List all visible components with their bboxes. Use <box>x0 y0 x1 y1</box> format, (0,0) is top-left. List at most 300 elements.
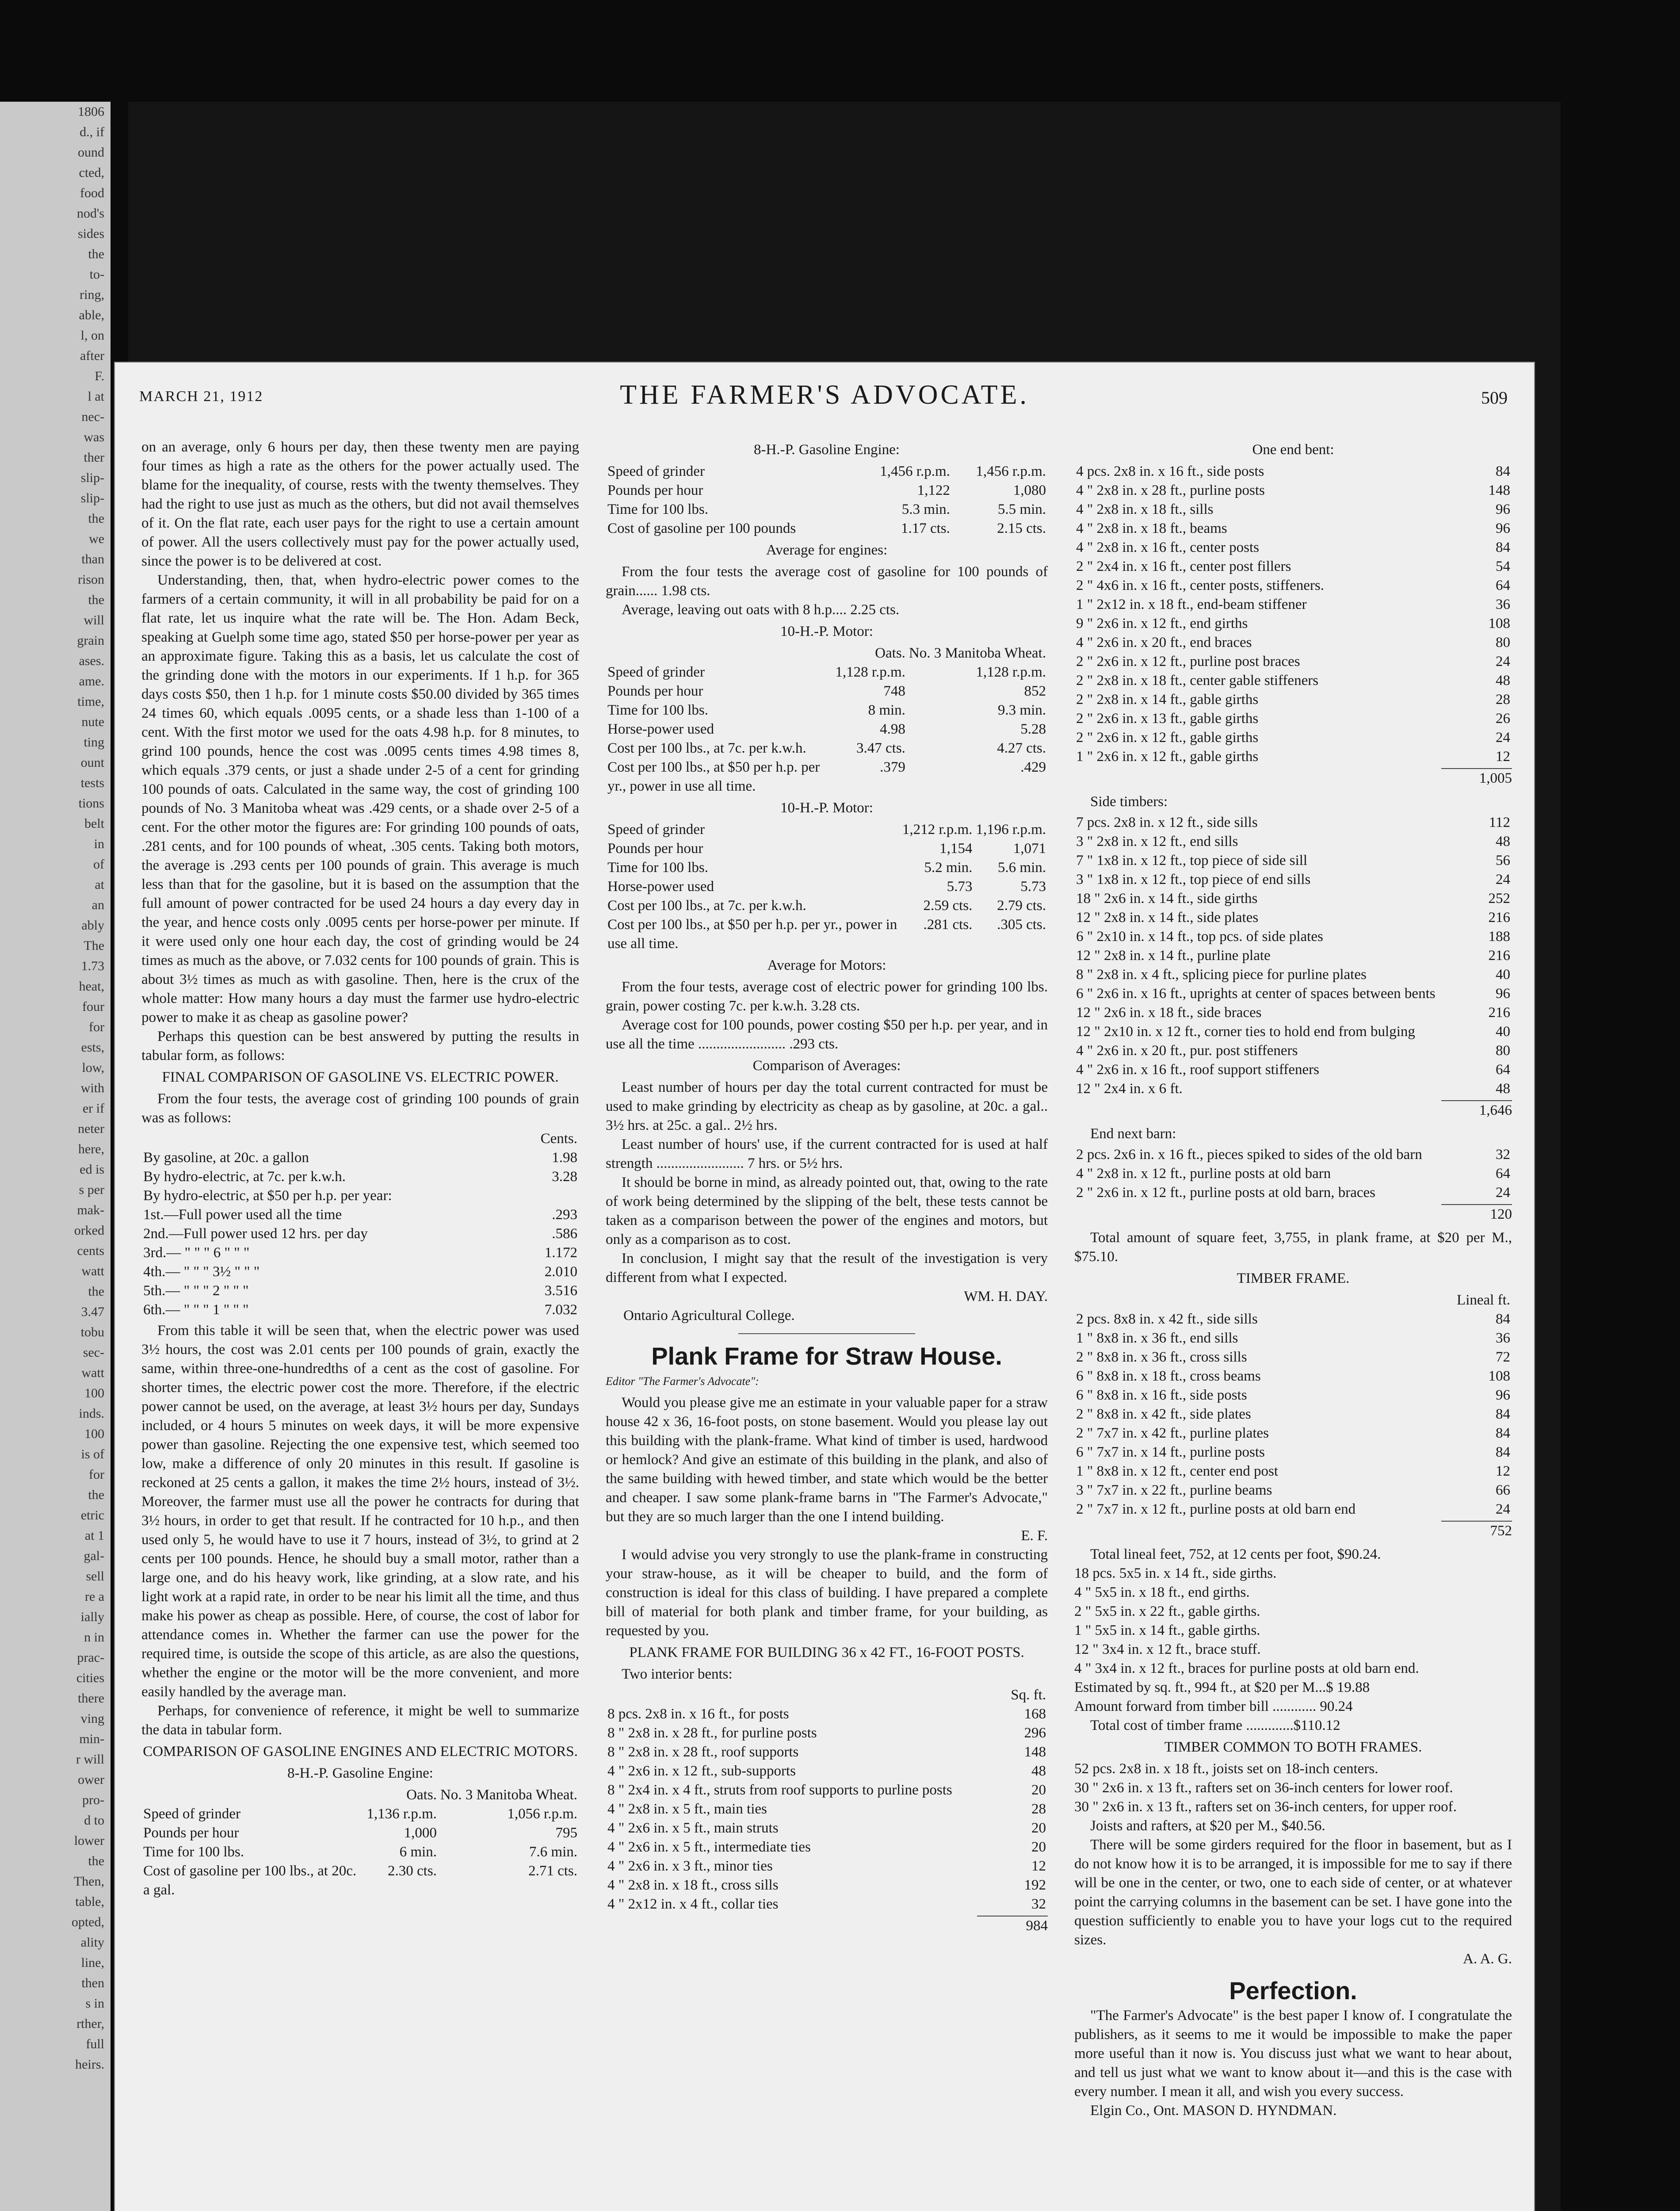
row-label: 2nd.—Full power used 12 hrs. per day <box>143 1226 368 1242</box>
row-value: 296 <box>1024 1725 1046 1741</box>
table-row <box>606 1743 1048 1762</box>
row-value: 3.28 <box>552 1169 577 1185</box>
row-value: 108 <box>1488 1368 1510 1384</box>
article-paragraph: There will be some girders required for the floor in basement, but as I do not know how it is to be arranged, it is impossible for me to say if there will be one in the center, or two, one to each side of center, or at whatever point the carrying columns in the basement can be set. I have gone into the question sufficiently to enable you to have your logs cut to the required sizes. <box>1074 1837 1512 1948</box>
row-label: Horse-power used <box>607 879 714 895</box>
neighbor-text-fragment: ably <box>81 918 104 933</box>
row-label: 4th.— " " " 3½ " " " <box>143 1264 260 1280</box>
column-header: Oats. <box>406 1787 437 1803</box>
row-label: 2 pcs. 2x6 in. x 16 ft., pieces spiked to sides of the old barn <box>1076 1147 1422 1163</box>
table-row <box>141 1843 579 1862</box>
article-paragraph: It should be borne in mind, as already pointed out, that, owing to the rate of work being determined by the slipping of the belt, these tests cannot be taken as a comparison between the power of the engines and motors, but only as a comparison as to cost. <box>606 1174 1048 1247</box>
neighbor-text-fragment: for <box>89 1467 104 1482</box>
neighbor-text-fragment: 1.73 <box>81 959 104 973</box>
row-label: 2 " 7x7 in. x 12 ft., purline posts at old barn end <box>1076 1501 1356 1517</box>
editor-line: Editor "The Farmer's Advocate": <box>606 1375 759 1388</box>
neighbor-text-fragment: after <box>80 348 104 363</box>
row-label: By hydro-electric, at $50 per h.p. per year: <box>143 1188 392 1204</box>
row-label: 2 " 2x4 in. x 16 ft., center post fillers <box>1076 558 1291 574</box>
row-value: 1.172 <box>544 1245 577 1261</box>
table-row <box>141 1224 579 1243</box>
neighbor-text-fragment: sides <box>78 226 104 241</box>
table-row <box>141 1862 579 1900</box>
neighbor-text-fragment: The <box>84 938 104 953</box>
wheat-value: 5.5 min. <box>997 501 1046 517</box>
neighbor-text-fragment: ound <box>78 145 104 160</box>
article-paragraph: Total amount of square feet, 3,755, in plank frame, at $20 per M., $75.10. <box>1074 1230 1512 1265</box>
wheat-value: 1,080 <box>1013 482 1046 498</box>
neighbor-text-fragment: was <box>84 430 104 444</box>
neighbor-text-fragment: tests <box>80 776 104 790</box>
table-row <box>1074 538 1512 557</box>
row-label: Speed of grinder <box>607 822 705 838</box>
oats-value: 2.30 cts. <box>388 1863 437 1879</box>
table-row <box>606 739 1048 758</box>
table-row <box>606 720 1048 739</box>
row-value: 72 <box>1496 1349 1510 1365</box>
table-row <box>1074 1405 1512 1424</box>
table-row <box>606 1724 1048 1743</box>
table-title: 8-H.-P. Gasoline Engine: <box>754 442 900 458</box>
article-paragraph: Perhaps, for convenience of reference, it might be well to summarize the data in tabular form. <box>141 1703 579 1738</box>
row-label: 4 " 2x8 in. x 5 ft., main ties <box>607 1801 767 1817</box>
wheat-value: 1,196 r.p.m. <box>976 822 1046 838</box>
article-paragraph: Average cost for 100 pounds, power costing $50 per h.p. per year, and in use all the time ........................ .293 cts. <box>606 1017 1048 1052</box>
wheat-value: 5.6 min. <box>997 860 1046 876</box>
neighbor-text-fragment: the <box>88 1488 104 1502</box>
neighbor-text-fragment: four <box>82 999 104 1014</box>
neighbor-text-fragment: ther <box>84 450 104 465</box>
row-label: 4 " 2x6 in. x 5 ft., intermediate ties <box>607 1839 811 1855</box>
article-paragraph: on an average, only 6 hours per day, then these twenty men are paying four times as high a rate as the others for the power actually used. The blame for the inequality, of course, rests with the twenty themselves. They had the right to use just as much as the others, but did not avail themselves of it. On the flat rate, each user pays for the right to use a certain amount of power. All the users collectively must pay for the power actually used, since the power is to be delivered at cost. <box>141 439 579 569</box>
row-label: 8 " 2x8 in. x 28 ft., roof supports <box>607 1744 799 1760</box>
timber-total: 752 <box>1441 1521 1512 1541</box>
article-heading: Plank Frame for Straw House. <box>651 1342 1002 1370</box>
table-row <box>606 519 1048 538</box>
neighbor-text-fragment: F. <box>95 369 104 383</box>
row-value: 66 <box>1496 1482 1510 1498</box>
row-label: Cost per 100 lbs., at $50 per h.p. per yr., power in use all time. <box>607 917 897 952</box>
neighbor-text-fragment: s per <box>79 1182 104 1197</box>
side-timbers-table <box>1074 813 1512 1098</box>
article-paragraph: From the four tests, the average cost of grinding 100 pounds of grain was as follows: <box>141 1091 579 1126</box>
oats-value: .379 <box>880 759 905 775</box>
article-heading: Perfection. <box>1229 1977 1357 2004</box>
neighbor-text-fragment: ame. <box>79 674 104 689</box>
row-label: Cost per 100 lbs., at 7c. per k.w.h. <box>607 740 806 756</box>
row-label: Cost of gasoline per 100 lbs., at 20c. a gal. <box>143 1863 357 1898</box>
row-label: Pounds per hour <box>143 1825 239 1841</box>
row-value: 54 <box>1496 558 1510 574</box>
table-row <box>1074 832 1512 851</box>
neighbor-text-fragment: table, <box>75 1894 104 1909</box>
oats-value: 1.17 cts. <box>901 520 950 536</box>
row-label: 12 " 2x8 in. x 14 ft., side plates <box>1076 910 1259 926</box>
table-row <box>606 1838 1048 1857</box>
table-row <box>606 500 1048 519</box>
row-value: .293 <box>552 1207 577 1223</box>
table-row <box>1074 927 1512 946</box>
article-paragraph: Perhaps this question can be best answered by putting the results in tabular form, as follows: <box>141 1029 579 1063</box>
table-row <box>1074 557 1512 576</box>
row-value: 216 <box>1488 948 1510 964</box>
table-row <box>141 1148 579 1167</box>
neighbor-text-fragment: the <box>88 511 104 526</box>
table-row <box>1074 1329 1512 1348</box>
row-label: 7 " 1x8 in. x 12 ft., top piece of side sill <box>1076 853 1308 868</box>
row-value: 32 <box>1496 1147 1510 1163</box>
oats-value: 5.3 min. <box>901 501 950 517</box>
row-label: 1 " 2x12 in. x 18 ft., end-beam stiffener <box>1076 597 1307 612</box>
table-row <box>1074 728 1512 747</box>
row-value: 24 <box>1496 872 1510 887</box>
end-total: 1,005 <box>1441 768 1512 788</box>
timber-frame-table <box>1074 1291 1512 1519</box>
row-value: 96 <box>1496 1387 1510 1403</box>
row-value: .586 <box>552 1226 577 1242</box>
list-item: 18 pcs. 5x5 in. x 14 ft., side girths. <box>1074 1565 1277 1581</box>
wheat-value: .429 <box>1020 759 1046 775</box>
table-row <box>606 915 1048 953</box>
table-row <box>606 481 1048 500</box>
sqft-header: Sq. ft. <box>1011 1687 1046 1703</box>
row-value: 96 <box>1496 986 1510 1002</box>
row-label: 18 " 2x6 in. x 14 ft., side girths <box>1076 891 1258 907</box>
table-row <box>1074 851 1512 870</box>
table-row <box>606 663 1048 682</box>
row-label: 6 " 7x7 in. x 14 ft., purline posts <box>1076 1444 1265 1460</box>
row-label: 4 " 2x6 in. x 20 ft., end braces <box>1076 635 1252 650</box>
next-total: 120 <box>1441 1204 1512 1224</box>
table-row <box>1074 747 1512 766</box>
row-value: 1.98 <box>552 1150 577 1166</box>
neighbor-text-fragment: grain <box>77 633 104 648</box>
section-title: TIMBER COMMON TO BOTH FRAMES. <box>1164 1739 1422 1755</box>
cents-header: Cents. <box>540 1131 577 1147</box>
neighbor-text-fragment: for <box>89 1020 104 1034</box>
row-label: Cost per 100 lbs., at 7c. per k.w.h. <box>607 898 806 914</box>
table-row <box>141 1167 579 1186</box>
table-row <box>606 758 1048 796</box>
table-row <box>1074 1481 1512 1500</box>
row-value: 32 <box>1031 1896 1046 1912</box>
oats-value: 8 min. <box>868 702 905 718</box>
neighbor-text-fragment: ount <box>80 755 104 770</box>
table-row <box>606 1876 1048 1895</box>
table-row <box>1074 1041 1512 1060</box>
row-label: 9 " 2x6 in. x 12 ft., end girths <box>1076 616 1248 631</box>
row-label: 2 " 7x7 in. x 42 ft., purline plates <box>1076 1425 1269 1441</box>
row-label: 12 " 2x6 in. x 18 ft., side braces <box>1076 1005 1262 1021</box>
neighbor-text-fragment: ases. <box>79 654 104 668</box>
oats-value: 1,136 r.p.m. <box>367 1806 437 1822</box>
neighbor-text-fragment: pro- <box>82 1793 104 1807</box>
neighbor-text-fragment: watt <box>81 1366 104 1380</box>
row-value: 252 <box>1488 891 1510 907</box>
table-row <box>1074 1462 1512 1481</box>
row-label: 4 " 2x8 in. x 12 ft., purline posts at old barn <box>1076 1166 1331 1182</box>
row-value: 84 <box>1496 539 1510 555</box>
row-label: 6th.— " " " 1 " " " <box>143 1302 249 1318</box>
subsection-title: Side timbers: <box>1090 794 1168 810</box>
forward-line: Amount forward from timber bill ............ 90.24 <box>1074 1698 1353 1714</box>
row-value <box>519 1186 579 1205</box>
oats-value: 1,456 r.p.m. <box>880 463 950 479</box>
oats-value: 5.2 min. <box>924 860 973 876</box>
misc-list <box>1074 1564 1512 1678</box>
row-value: 24 <box>1496 1185 1510 1201</box>
row-value: 80 <box>1496 635 1510 650</box>
row-value: 216 <box>1488 1005 1510 1021</box>
section-title: FINAL COMPARISON OF GASOLINE VS. ELECTRIC POWER. <box>162 1069 559 1085</box>
table-row <box>606 858 1048 877</box>
neighbor-text-fragment: there <box>78 1691 104 1706</box>
neighbor-text-fragment: cents <box>77 1243 104 1258</box>
letter-signature: E. F. <box>1021 1528 1048 1544</box>
neighbor-text-fragment: is of <box>81 1447 104 1461</box>
table-row <box>141 1281 579 1301</box>
row-label: 12 " 2x10 in. x 12 ft., corner ties to hold end from bulging <box>1076 1024 1415 1040</box>
table-row <box>1074 462 1512 481</box>
wheat-value: 9.3 min. <box>997 702 1046 718</box>
row-value: 20 <box>1031 1839 1046 1855</box>
table-row <box>1074 671 1512 690</box>
row-label: Speed of grinder <box>607 664 705 680</box>
wheat-value: 2.71 cts. <box>528 1863 577 1879</box>
neighbor-text-fragment: min- <box>79 1732 104 1746</box>
neighbor-text-fragment: cities <box>76 1671 104 1685</box>
neighbor-text-fragment: orked <box>74 1223 104 1238</box>
row-label: 4 " 2x6 in. x 3 ft., minor ties <box>607 1858 773 1874</box>
row-label: By hydro-electric, at 7c. per k.w.h. <box>143 1169 346 1185</box>
table-title: 8-H.-P. Gasoline Engine: <box>287 1765 433 1781</box>
article-paragraph: From the four tests, average cost of electric power for grinding 100 lbs. grain, power costing 7c. per k.w.h. 3.28 cts. <box>606 979 1048 1014</box>
neighbor-text-fragment: belt <box>84 816 104 831</box>
neighbor-text-fragment: the <box>88 593 104 607</box>
neighbor-text-fragment: neter <box>78 1121 104 1136</box>
row-value: 56 <box>1496 853 1510 868</box>
wheat-value: 1,128 r.p.m. <box>976 664 1046 680</box>
row-value: 20 <box>1031 1820 1046 1836</box>
row-label: 8 pcs. 2x8 in. x 16 ft., for posts <box>607 1706 789 1722</box>
row-label: 6 " 2x6 in. x 16 ft., uprights at center of spaces between bents <box>1076 986 1436 1002</box>
row-label: Cost per 100 lbs., at $50 per h.p. per yr., power in use all time. <box>607 759 820 794</box>
author-affiliation: Ontario Agricultural College. <box>623 1308 795 1324</box>
row-value: 96 <box>1496 501 1510 517</box>
neighbor-text-fragment: Then, <box>73 1874 104 1889</box>
row-value: 188 <box>1488 929 1510 945</box>
table-row <box>1074 1424 1512 1443</box>
wheat-value: 1,056 r.p.m. <box>507 1806 577 1822</box>
newspaper-page <box>115 363 1534 2211</box>
column-header: No. 3 Manitoba Wheat. <box>909 645 1046 661</box>
divider <box>738 1333 915 1334</box>
table-row <box>606 1705 1048 1724</box>
wheat-value: 7.6 min. <box>529 1844 577 1860</box>
page-header <box>115 379 1534 410</box>
column-2 <box>606 438 1048 1940</box>
neighbor-text-fragment: rison <box>78 572 104 587</box>
oats-value: 6 min. <box>399 1844 437 1860</box>
table-row <box>606 1895 1048 1914</box>
engine2-table <box>606 462 1048 538</box>
table-row <box>1074 519 1512 538</box>
oats-value: 1,128 r.p.m. <box>835 664 905 680</box>
neighbor-text-fragment: ed is <box>80 1162 104 1177</box>
article-paragraph: Joists and rafters, at $20 per M., $40.56. <box>1090 1818 1325 1834</box>
wheat-value: .305 cts. <box>997 917 1046 933</box>
row-label: 7 pcs. 2x8 in. x 12 ft., side sills <box>1076 815 1258 830</box>
neighbor-text-fragment: 100 <box>84 1386 104 1400</box>
table-row <box>141 1243 579 1262</box>
neighbor-text-fragment: s in <box>85 1996 104 2011</box>
row-label: 4 " 2x12 in. x 4 ft., collar ties <box>607 1896 779 1912</box>
row-label: 2 " 8x8 in. x 36 ft., cross sills <box>1076 1349 1247 1365</box>
row-value: 84 <box>1496 1311 1510 1327</box>
table-row <box>606 896 1048 915</box>
lineal-header: Lineal ft. <box>1457 1292 1510 1308</box>
table-row <box>606 1762 1048 1781</box>
article-paragraph: From the four tests the average cost of gasoline for 100 pounds of grain...... 1.98 cts. <box>606 564 1048 599</box>
row-label: 4 " 2x8 in. x 18 ft., cross sills <box>607 1877 779 1893</box>
oats-value: 1,122 <box>917 482 950 498</box>
wheat-value: 852 <box>1024 683 1046 699</box>
neighbor-text-fragment: inds. <box>79 1406 104 1421</box>
row-label: Pounds per hour <box>607 683 703 699</box>
table-row <box>1074 1145 1512 1164</box>
neighbor-text-fragment: cted, <box>79 165 104 180</box>
row-label: Horse-power used <box>607 721 714 737</box>
neighbor-text-fragment: er if <box>82 1101 104 1116</box>
neighbor-text-fragment: d., if <box>80 125 104 139</box>
article-paragraph: Total lineal feet, 752, at 12 cents per foot, $90.24. <box>1090 1546 1381 1562</box>
neighbor-text-fragment: nec- <box>81 409 104 424</box>
row-label: 6 " 8x8 in. x 18 ft., cross beams <box>1076 1368 1261 1384</box>
table-row <box>141 1824 579 1843</box>
table-row <box>606 682 1048 701</box>
row-value: 64 <box>1496 1166 1510 1182</box>
table-row <box>1074 1183 1512 1202</box>
oats-value: 1,212 r.p.m. <box>902 822 973 838</box>
neighbor-page-fragment <box>0 102 111 2211</box>
row-value: 148 <box>1488 482 1510 498</box>
row-value: 36 <box>1496 1330 1510 1346</box>
neighbor-text-fragment: rther, <box>76 2016 104 2031</box>
neighbor-text-fragment: 3.47 <box>81 1304 104 1319</box>
neighbor-text-fragment: tobu <box>80 1325 104 1339</box>
section-title: PLANK FRAME FOR BUILDING 36 x 42 FT., 16-FOOT POSTS. <box>629 1645 1024 1660</box>
table-row <box>141 1186 579 1205</box>
neighbor-text-fragment: we <box>89 532 104 546</box>
motor2-table <box>606 820 1048 953</box>
row-label: 4 " 2x6 in. x 20 ft., pur. post stiffeners <box>1076 1043 1298 1059</box>
neighbor-text-fragment: lower <box>74 1833 104 1848</box>
row-label: Time for 100 lbs. <box>143 1844 244 1860</box>
row-value: 28 <box>1031 1801 1046 1817</box>
row-value: 168 <box>1024 1706 1046 1722</box>
neighbor-text-fragment: low, <box>82 1060 104 1075</box>
neighbor-text-fragment: sec- <box>83 1345 104 1360</box>
list-item: 2 " 5x5 in. x 22 ft., gable girths. <box>1074 1603 1260 1619</box>
row-value: 48 <box>1496 1081 1510 1097</box>
row-value: 12 <box>1496 1463 1510 1479</box>
section-title: COMPARISON OF GASOLINE ENGINES AND ELECTRIC MOTORS. <box>143 1744 578 1760</box>
wheat-value: 1,071 <box>1013 841 1046 857</box>
row-label: 1 " 2x6 in. x 12 ft., gable girths <box>1076 749 1259 765</box>
neighbor-text-fragment: will <box>84 613 104 627</box>
neighbor-text-fragment: with <box>80 1081 104 1095</box>
row-value: 20 <box>1031 1782 1046 1798</box>
row-value: 112 <box>1489 815 1510 830</box>
interior-bents-table <box>606 1686 1048 1914</box>
row-label: 6 " 2x10 in. x 14 ft., top pcs. of side plates <box>1076 929 1323 945</box>
table-row <box>606 839 1048 858</box>
neighbor-text-fragment: then <box>81 1976 104 1990</box>
row-label: 2 " 2x8 in. x 14 ft., gable girths <box>1076 692 1259 708</box>
article-paragraph: I would advise you very strongly to use the plank-frame in constructing your straw-house, as it will be cheaper to build, and the form of construction is ideal for this class of building. I have prepared a complete bill of material for both plank and timber frame, for your building, as requested by you. <box>606 1547 1048 1639</box>
next-barn-table <box>1074 1145 1512 1202</box>
list-item: 30 " 2x6 in. x 13 ft., rafters set on 36-inch centers for lower roof. <box>1074 1780 1453 1796</box>
oats-value: 3.47 cts. <box>856 740 905 756</box>
issue-date: MARCH 21, 1912 <box>139 388 263 405</box>
oats-value: 748 <box>883 683 905 699</box>
neighbor-text-fragment: nod's <box>76 206 104 221</box>
wheat-value: 5.28 <box>1020 721 1046 737</box>
row-value: 84 <box>1496 1444 1510 1460</box>
neighbor-text-fragment: at 1 <box>84 1528 104 1543</box>
table-row <box>1074 813 1512 832</box>
row-label: Time for 100 lbs. <box>607 860 708 876</box>
interior-total: 984 <box>977 1916 1048 1936</box>
row-label: 3rd.— " " " 6 " " " <box>143 1245 250 1261</box>
row-value: 28 <box>1496 692 1510 708</box>
table-row <box>141 1805 579 1824</box>
column-header: No. 3 Manitoba Wheat. <box>440 1787 577 1803</box>
row-value: 148 <box>1024 1744 1046 1760</box>
neighbor-text-fragment: ring, <box>80 287 104 302</box>
page-number: 509 <box>1481 388 1508 408</box>
row-label: 4 " 2x8 in. x 16 ft., center posts <box>1076 539 1259 555</box>
neighbor-text-fragment: time, <box>77 694 104 709</box>
neighbor-text-fragment: line, <box>81 1955 104 1970</box>
row-value: 96 <box>1496 520 1510 536</box>
row-value: 84 <box>1496 463 1510 479</box>
table-row <box>606 877 1048 896</box>
row-label: 2 " 4x6 in. x 16 ft., center posts, stiffeners. <box>1076 578 1324 593</box>
column-header: Oats. <box>875 645 905 661</box>
row-value: 40 <box>1496 967 1510 983</box>
oats-value: 2.59 cts. <box>923 898 973 914</box>
neighbor-text-fragment: re a <box>84 1589 104 1604</box>
row-label: 2 " 2x6 in. x 13 ft., gable girths <box>1076 711 1259 727</box>
row-label: 1st.—Full power used all the time <box>143 1207 342 1223</box>
row-label: 3 " 7x7 in. x 22 ft., purline beams <box>1076 1482 1272 1498</box>
table-row <box>1074 633 1512 652</box>
table-row <box>1074 1079 1512 1098</box>
row-value: 24 <box>1496 1501 1510 1517</box>
table-row <box>1074 1500 1512 1519</box>
row-value: 12 <box>1496 749 1510 765</box>
neighbor-text-fragment: 1806 <box>78 104 104 119</box>
article-paragraph: Understanding, then, that, when hydro-electric power comes to the farmers of a certain community, it will in all probability be paid for on a flat rate, let us inquire what the rate will be. The Hon. Adam Beck, speaking at Guelph some time ago, stated $50 per horse-power per year as an approximate figure. Taking this as a basis, let us calculate the cost of the grinding done with the motors in our experiments. If 1 h.p. for 365 days costs $50, then 1 h.p. for 1 minute costs $50.00 divided by 365 times 24 times 60, which equals .0095 cents, or a shade less than 1-100 of a cent. With the first motor we used for the oats 4.98 h.p. for 8 minutes, to grind 100 pounds, hence the cost was .0095 cents times 4.98 times 8, which equals .379 cents, or just a shade under 2-5 of a cent for grinding 100 pounds of oats. Calculated in the same way, the cost of grinding 100 pounds of No. 3 Manitoba wheat was .429 cents, or a shade over 2-5 of a cent. For the other motor the figures are: For grinding 100 pounds of oats, .281 cents, and for 100 pounds of wheat, .305 cents. Taking both motors, the average is .293 cents per 100 pounds of grain. This average is much less than that for the gasoline, but it is based on the assumption that the full amount of power contracted for be used 24 hours a day every day in the year, and hence costs only .0095 cents per horse-power per minute. If it were used only one hour each day, the cost of grinding would be 24 times as much as the above, or 7.032 cents for 100 pounds of grain. This is about 3½ times as much as with gasoline. Then, here is the crux of the whole matter: How many hours a day must the farmer use hydro-electric power to make it as cheap as gasoline power? <box>141 572 579 1025</box>
row-value: 216 <box>1488 910 1510 926</box>
row-value: 192 <box>1024 1877 1046 1893</box>
article-paragraph: From this table it will be seen that, when the electric power was used 3½ hours, the cost was 2.01 cents per 100 pounds of grain, exactly the same, within three-one-hundredths of a cent as the cost of gasoline. For shorter times, the electric power cost the more. Therefore, if the electric power cannot be used, on the average, at least 3½ hours per day, Sundays included, or 4 hours 5 minutes on week days, it will be more expensive power than gasoline. Rejecting the one expensive test, which seemed too low, make a difference of only 20 minutes in this result. If gasoline is reckoned at 25 cents a gallon, it makes the time 2½ hours, instead of 3½. Moreover, the farmer must use all the power he contracts for during that 3½ hours, in order to get that result. If he contracted for 10 h.p., and then used only 5, he would have to use it 7 hours, instead of 3½, to grind at 2 cents per 100 pounds. Hence, he should buy a small motor, rather than a large one, and do his heavy work, like grinding, at a slow rate, and his light work at a rapid rate, in order to be near his limit all the time, and thus make his power as cheap as possible. Here, of course, the cost of labor for attendance comes in. Whether the farmer can use the power for the required time, is outside the scope of this article, as are also the questions, whether the engine or the motor will be the more convenient, and more easily handled by the average man. <box>141 1323 579 1700</box>
oats-value: 1,000 <box>404 1825 437 1841</box>
table-row <box>1074 870 1512 889</box>
row-label: 4 " 2x6 in. x 5 ft., main struts <box>607 1820 779 1836</box>
row-label: 2 " 2x6 in. x 12 ft., purline posts at old barn, braces <box>1076 1185 1376 1201</box>
